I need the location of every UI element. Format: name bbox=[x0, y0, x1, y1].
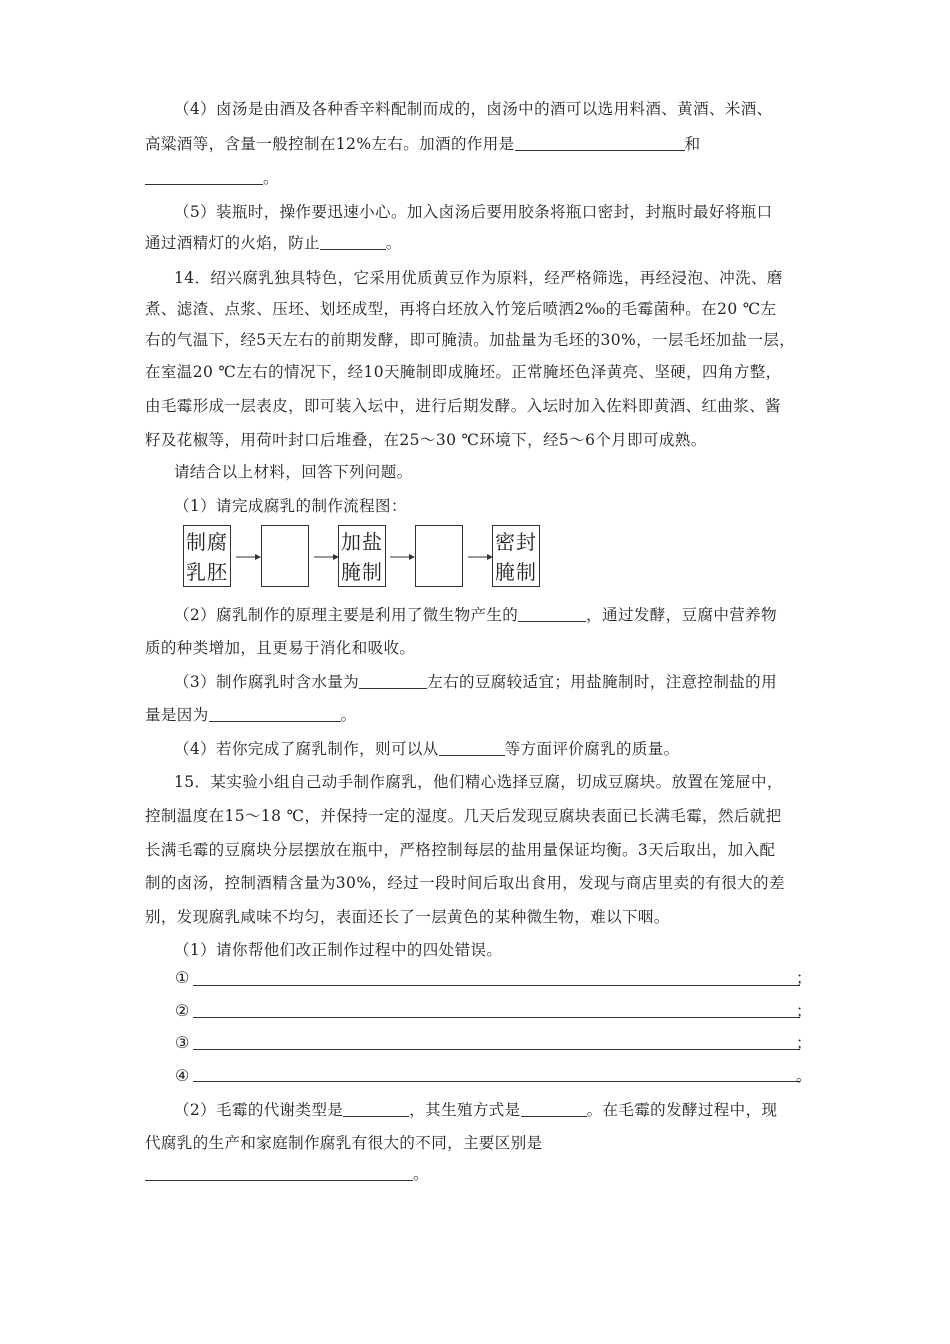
answer-blank[interactable] bbox=[521, 1100, 587, 1117]
answer-blank[interactable] bbox=[518, 605, 586, 622]
q14-sub1: （1）请完成腐乳的制作流程图： bbox=[174, 497, 407, 515]
flow-box-text: 密封 bbox=[495, 530, 537, 554]
q13-part5-text: 通过酒精灯的火焰，防止 bbox=[145, 234, 320, 252]
q15-line1: 15．某实验小组自己动手制作腐乳，他们精心选择豆腐，切成豆腐块。放置在笼屉中， bbox=[174, 773, 783, 791]
flow-box-seal bbox=[492, 525, 540, 587]
q14-sub2-line2: 质的种类增加，且更易于消化和吸收。 bbox=[145, 639, 416, 657]
q14-sub3-text: （3）制作腐乳时含水量为 bbox=[174, 673, 360, 691]
answer-line-2[interactable] bbox=[193, 1016, 800, 1018]
q15-line5: 别，发现腐乳咸味不均匀，表面还长了一层黄色的某种微生物，难以下咽。 bbox=[145, 908, 670, 926]
q14-sub4 bbox=[174, 737, 844, 761]
q14-line6: 籽及花椒等，用荷叶封口后堆叠，在25～30 ℃环境下，经5～6个月即可成熟。 bbox=[145, 431, 707, 449]
flow-box-blank-2[interactable] bbox=[415, 525, 463, 587]
q13-part4-line2 bbox=[145, 132, 815, 156]
q13-part4-and: 和 bbox=[684, 135, 701, 153]
q15-sub2-text3: 。在毛霉的发酵过程中，现 bbox=[586, 1101, 778, 1119]
q14-sub2-text2: ，通过发酵，豆腐中营养物 bbox=[586, 606, 777, 624]
q14-line3: 右的气温下，经5天左右的前期发酵，即可腌渍。加盐量为毛坯的30%，一层毛坯加盐一层， bbox=[145, 331, 796, 349]
semicolon: ； bbox=[796, 969, 812, 987]
q13-part5-line2 bbox=[145, 231, 815, 255]
q14-line4: 在室温20 ℃左右的情况下，经10天腌制即成腌坯。正常腌坯色泽黄亮、坚硬，四角方整， bbox=[145, 363, 782, 381]
answer-line-3[interactable] bbox=[193, 1048, 800, 1050]
error-number-3: ③ bbox=[175, 1033, 190, 1052]
flow-box-text: 制腐 bbox=[186, 530, 228, 554]
answer-blank[interactable] bbox=[209, 705, 341, 722]
error-number-2: ② bbox=[175, 1001, 190, 1020]
answer-blank[interactable] bbox=[343, 1100, 409, 1117]
q15-sub1: （1）请你帮他们改正制作过程中的四处错误。 bbox=[174, 941, 503, 959]
error-number-4: ④ bbox=[175, 1066, 190, 1085]
q15-sub2-text2: ，其生殖方式是 bbox=[409, 1101, 521, 1119]
q14-line1: 14．绍兴腐乳独具特色，它采用优质黄豆作为原料，经严格筛选，再经浸泡、冲洗、磨 bbox=[174, 269, 783, 287]
answer-line-1[interactable] bbox=[193, 984, 800, 986]
q13-part5-end: 。 bbox=[385, 234, 402, 252]
q14-line2: 煮、滤渣、点浆、压坯、划坯成型，再将白坯放入竹笼后喷洒2‰的毛霉菌种。在20 ℃左 bbox=[145, 300, 777, 318]
flow-box-make-tofu bbox=[183, 525, 231, 587]
q15-sub2-line3 bbox=[145, 1162, 815, 1186]
q15-line2: 控制温度在15～18 ℃，并保持一定的湿度。几天后发现豆腐块表面已长满毛霉，然后就把 bbox=[145, 807, 782, 825]
answer-blank[interactable] bbox=[439, 739, 505, 756]
flow-box-salting bbox=[338, 525, 386, 587]
q13-part4-end: 。 bbox=[263, 169, 279, 187]
arrow-icon bbox=[313, 553, 339, 561]
q14-sub3-text3: 量是因为 bbox=[145, 706, 209, 724]
q14-sub3-line1 bbox=[174, 670, 844, 694]
flow-box-text: 乳胚 bbox=[186, 560, 228, 584]
q14-sub4-text: （4）若你完成了腐乳制作，则可以从 bbox=[174, 740, 439, 758]
q14-sub2-text: （2）腐乳制作的原理主要是利用了微生物产生的 bbox=[174, 606, 519, 624]
q14-prompt: 请结合以上材料，回答下列问题。 bbox=[174, 463, 413, 481]
q15-sub2-text: （2）毛霉的代谢类型是 bbox=[174, 1101, 344, 1119]
answer-blank[interactable] bbox=[320, 233, 386, 250]
arrow-icon bbox=[235, 553, 261, 561]
error-number-1: ① bbox=[175, 968, 190, 987]
semicolon: ； bbox=[796, 1002, 812, 1020]
flow-chart bbox=[183, 525, 743, 591]
q14-sub2-line1 bbox=[174, 603, 844, 627]
semicolon: ； bbox=[796, 1034, 812, 1052]
arrow-icon bbox=[389, 553, 415, 561]
answer-line-4[interactable] bbox=[193, 1080, 800, 1082]
answer-blank[interactable] bbox=[359, 672, 427, 689]
flow-box-blank-1[interactable] bbox=[261, 525, 309, 587]
q14-sub4-text2: 等方面评价腐乳的质量。 bbox=[504, 740, 680, 758]
arrow-icon bbox=[467, 553, 493, 561]
q14-sub3-end: 。 bbox=[340, 706, 357, 724]
period: 。 bbox=[796, 1067, 812, 1085]
q14-line5: 由毛霉形成一层表皮，即可装入坛中，进行后期发酵。入坛时加入佐料即黄酒、红曲浆、酱 bbox=[145, 397, 782, 415]
q15-sub2-line2: 代腐乳的生产和家庭制作腐乳有很大的不同，主要区别是 bbox=[145, 1134, 543, 1152]
answer-blank[interactable] bbox=[145, 168, 263, 185]
q14-sub3-line2 bbox=[145, 703, 815, 727]
flow-box-text: 腌制 bbox=[341, 560, 383, 584]
q15-line3: 长满毛霉的豆腐块分层摆放在瓶中，严格控制每层的盐用量保证均衡。3天后取出，加入配 bbox=[145, 841, 776, 859]
q15-sub2-line1 bbox=[174, 1098, 844, 1122]
q13-part4-line3 bbox=[145, 166, 815, 190]
q15-sub2-end: 。 bbox=[413, 1165, 429, 1183]
answer-blank[interactable] bbox=[515, 134, 685, 151]
flow-box-text: 腌制 bbox=[495, 560, 537, 584]
q14-sub3-text2: 左右的豆腐较适宜；用盐腌制时，注意控制盐的用 bbox=[427, 673, 777, 691]
q13-part5-line1: （5）装瓶时，操作要迅速小心。加入卤汤后要用胶条将瓶口密封，封瓶时最好将瓶口 bbox=[174, 203, 773, 221]
q13-part4-line1: （4）卤汤是由酒及各种香辛料配制而成的，卤汤中的酒可以选用料酒、黄酒、米酒、 bbox=[174, 100, 773, 118]
q15-line4: 制的卤汤，控制酒精含量为30%，经过一段时间后取出食用，发现与商店里卖的有很大的差 bbox=[145, 874, 785, 892]
q13-part4-text: 高粱酒等，含量一般控制在12%左右。加酒的作用是 bbox=[145, 135, 515, 153]
answer-blank[interactable] bbox=[145, 1164, 413, 1181]
flow-box-text: 加盐 bbox=[341, 530, 383, 554]
